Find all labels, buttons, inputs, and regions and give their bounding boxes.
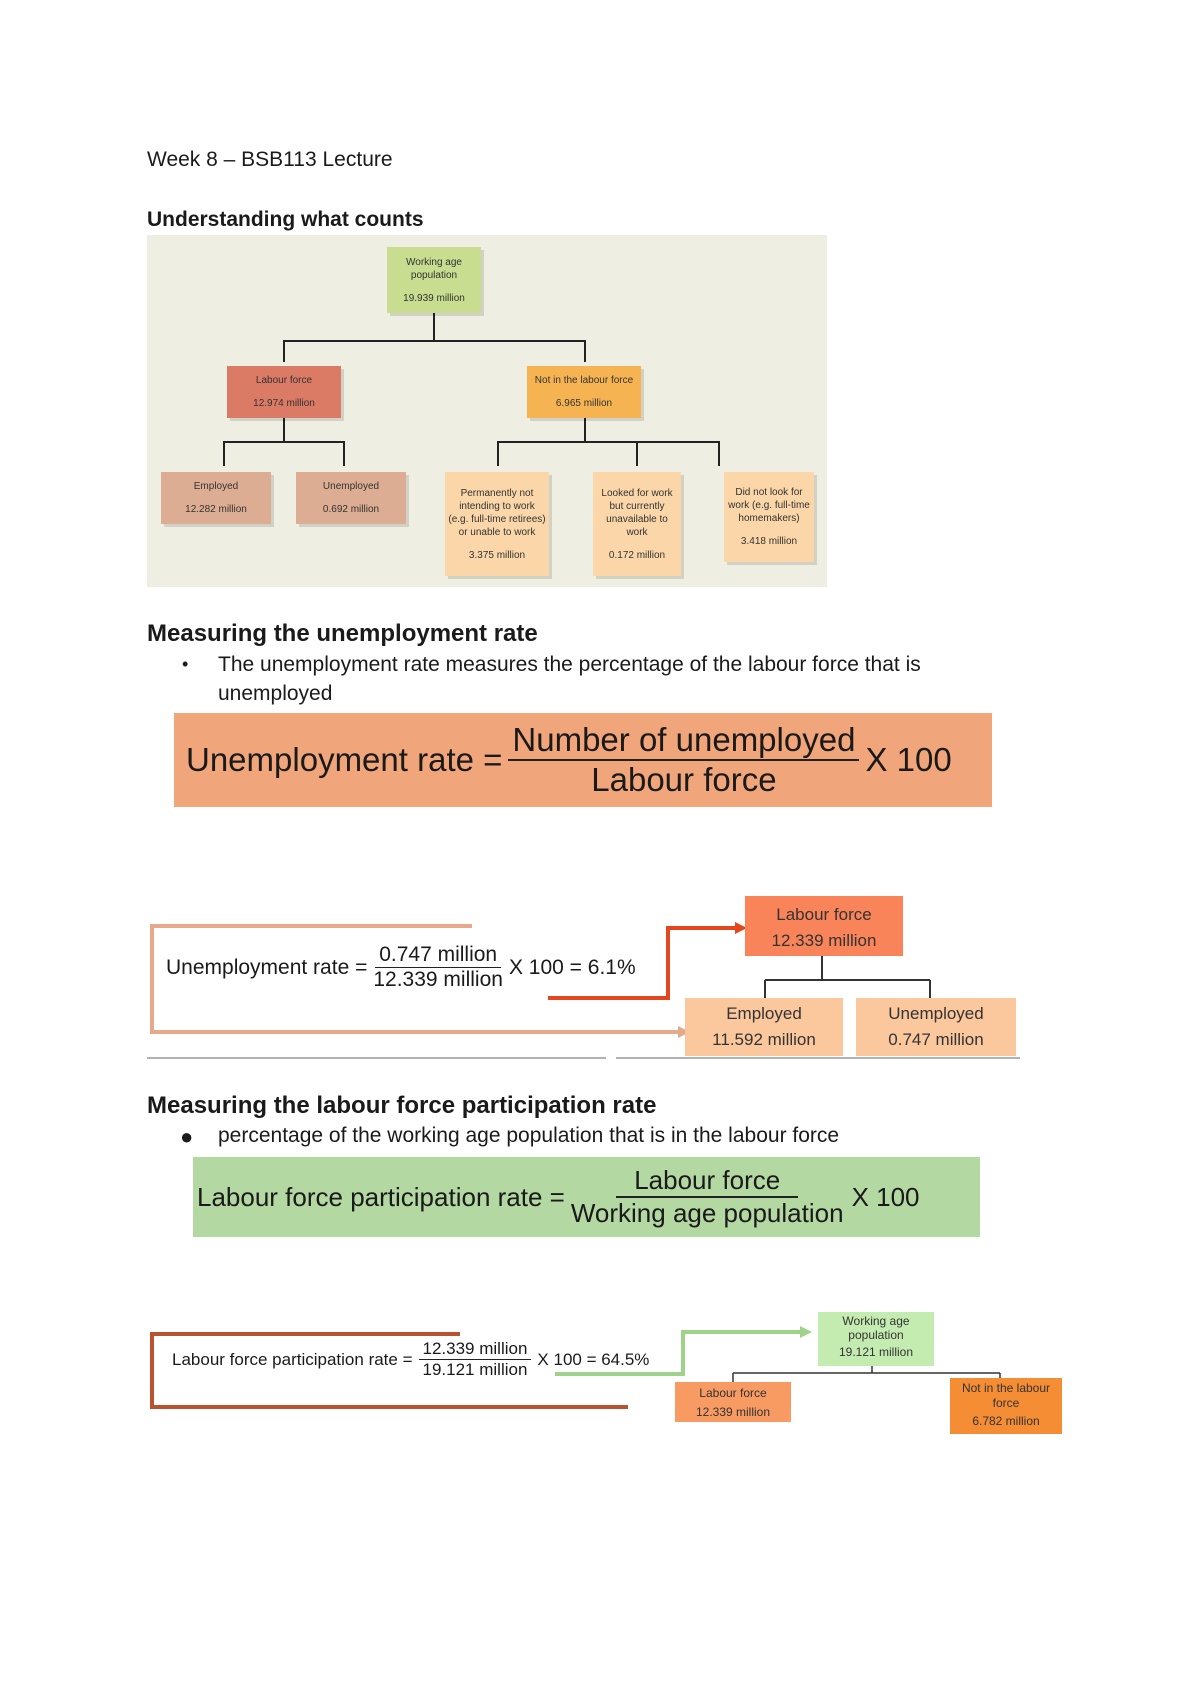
flow-not-in-labour-force: Not in the labour force 6.782 million — [950, 1378, 1062, 1434]
node-employed: Employed 12.282 million — [161, 472, 271, 524]
bullet-unemployment-definition: The unemployment rate measures the percentage of the labour force that is unemployed — [218, 653, 921, 705]
bullet-dot: • — [182, 654, 189, 674]
flow-labour-force: Labour force 12.339 million — [745, 896, 903, 956]
flow-working-age-population: Working age population 19.121 million — [818, 1312, 934, 1366]
formula-denominator: Working age population — [570, 1198, 844, 1228]
formula-lhs: Unemployment rate = — [186, 741, 503, 778]
node-permanently-not-intending: Permanently not intending to work (e.g. full-time retirees) or unable to work 3.375 million — [445, 472, 549, 576]
node-not-in-labour-force: Not in the labour force 6.965 million — [527, 366, 641, 418]
node-looked-for-work: Looked for work but currently unavailable to work 0.172 million — [593, 472, 681, 576]
node-did-not-look: Did not look for work (e.g. full-time homemakers) 3.418 million — [724, 472, 814, 562]
node-unemployed: Unemployed 0.692 million — [296, 472, 406, 524]
flow-labour-force-2: Labour force 12.339 million — [675, 1382, 791, 1422]
example-numerator: 0.747 million — [375, 943, 501, 968]
example-lhs: Labour force participation rate = — [172, 1349, 413, 1369]
section-heading-unemployment-rate: Measuring the unemployment rate — [147, 620, 538, 647]
example-numerator: 12.339 million — [419, 1339, 532, 1360]
example-fraction — [419, 1339, 532, 1380]
example-lhs: Unemployment rate = — [166, 955, 368, 979]
formula-denominator: Labour force — [591, 761, 777, 798]
formula-multiplier: X 100 — [851, 1181, 920, 1212]
formula-numerator: Number of unemployed — [508, 721, 859, 761]
section-heading-understanding: Understanding what counts — [147, 208, 424, 231]
example-result: X 100 = 64.5% — [537, 1349, 650, 1369]
node-labour-force: Labour force 12.974 million — [227, 366, 341, 418]
flow-unemployed: Unemployed 0.747 million — [856, 998, 1016, 1056]
example-denominator: 12.339 million — [373, 968, 503, 991]
formula-lhs: Labour force participation rate = — [197, 1181, 565, 1212]
section-heading-participation-rate: Measuring the labour force participation rate — [147, 1092, 657, 1119]
node-working-age-population: Working age population 19.939 million — [387, 247, 481, 313]
bullet-participation-definition: percentage of the working age population that is in the labour force — [218, 1124, 840, 1147]
formula-numerator: Labour force — [616, 1165, 798, 1198]
bullet-dot-2: ● — [180, 1124, 194, 1149]
participation-example-equation — [172, 1339, 649, 1380]
formula-multiplier: X 100 — [865, 741, 952, 778]
example-result: X 100 = 6.1% — [508, 955, 636, 979]
example-denominator: 19.121 million — [422, 1360, 528, 1379]
flow-employed: Employed 11.592 million — [685, 998, 843, 1056]
document-title: Week 8 – BSB113 Lecture — [147, 148, 393, 171]
